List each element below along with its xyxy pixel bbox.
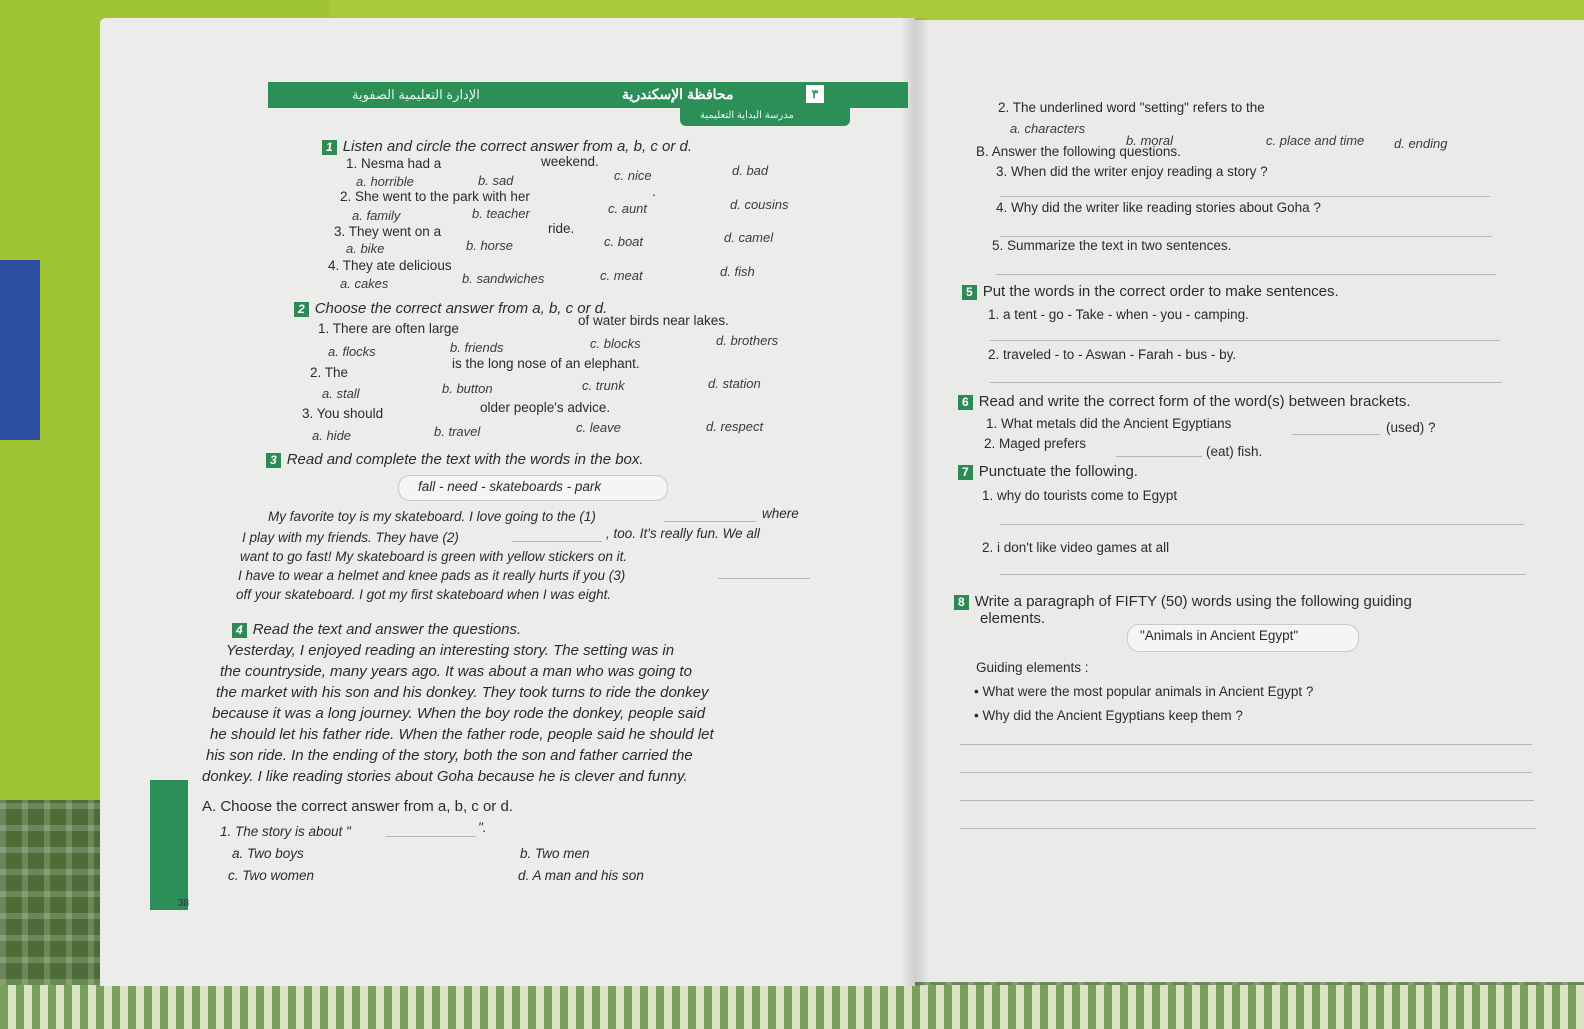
q8-guide-1: • What were the most popular animals in Ancient Egypt ? [974,684,1314,699]
q5-s2: 2. traveled - to - Aswan - Farah - bus - by. [988,347,1237,362]
q6-s2-blank [1116,456,1202,457]
q4-line7: donkey. I like reading stories about Goha because he is clever and funny. [202,768,688,785]
q1-title: 1 Listen and circle the correct answer from a, b, c or d. [322,138,692,155]
q1-item4-b: b. sandwiches [462,271,545,286]
q5-s1-answer-line [990,340,1500,341]
q1-item4-a: a. cakes [340,276,389,291]
q4-b5: 5. Summarize the text in two sentences. [992,238,1232,253]
q2-item3-stem: 3. You should [302,406,384,421]
q2-item1-d: d. brothers [716,333,779,348]
blue-cloth [0,260,40,440]
q1-item4-c: c. meat [600,268,643,283]
q6-s1-blank [1292,434,1380,435]
side-tab [150,780,188,910]
q6-s2-word: (eat) fish. [1206,444,1263,459]
q1-item1-c: c. nice [614,168,652,183]
q2-item3-b: b. travel [434,424,481,439]
q6-title: 6 Read and write the correct form of the word(s) between brackets. [958,393,1411,410]
q3-blank2 [512,541,602,542]
q2-item1-stem: 1. There are often large [318,321,459,336]
q1-item1-tail: weekend. [541,154,599,169]
header-left-text: الإدارة التعليمية الصفوية [352,87,480,102]
q4-a2-a: a. characters [1010,121,1086,136]
q1-item2-a: a. family [352,208,401,223]
q8-guide-2: • Why did the Ancient Egyptians keep them ? [974,708,1243,723]
q1-number: 1 [322,140,337,155]
q4-b4-answer-line [1000,236,1492,237]
q1-item1-d: d. bad [732,163,769,178]
q2-item1-c: c. blocks [590,336,641,351]
header-sub-text: مدرسة البداية التعليمية [700,110,794,121]
q2-item3-tail: older people's advice. [480,400,611,415]
q5-s1: 1. a tent - go - Take - when - you - camping. [988,307,1249,322]
q1-item2-stem: 2. She went to the park with her [340,189,530,204]
q4-line6: his son ride. In the ending of the story, both the son and father carried the [206,747,693,764]
q3-line1-end: where [762,506,799,521]
q4-partB-title: B. Answer the following questions. [976,144,1181,159]
q4-number: 4 [232,623,247,638]
q1-item1-stem: 1. Nesma had a [346,156,442,171]
q4-line4: because it was a long journey. When the boy rode the donkey, people said [212,705,706,722]
q2-number: 2 [294,302,309,317]
q3-line1: My favorite toy is my skateboard. I love going to the (1) [268,509,596,524]
q4-line2: the countryside, many years ago. It was about a man who was going to [220,663,692,680]
q3-line4: I have to wear a helmet and knee pads as it really hurts if you (3) [238,568,626,583]
q6-s1: 1. What metals did the Ancient Egyptians [986,416,1232,431]
q2-title: 2 Choose the correct answer from a, b, c or d. [294,300,607,317]
q4-a2-c: c. place and time [1266,133,1365,148]
q1-item3-d: d. camel [724,230,774,245]
q8-answer-line-2 [960,772,1532,773]
q2-item2-stem: 2. The [310,365,349,380]
q1-item4-stem: 4. They ate delicious [328,258,452,273]
q6-s2: 2. Maged prefers [984,436,1087,451]
q4-b4: 4. Why did the writer like reading stories about Goha ? [996,200,1321,215]
q4-b3: 3. When did the writer enjoy reading a story ? [996,164,1268,179]
q3-word-box-text: fall - need - skateboards - park [418,479,602,494]
q5-title: 5 Put the words in the correct order to make sentences. [962,283,1339,300]
q1-item3-b: b. horse [466,238,513,253]
q1-item2-tail: . [652,184,656,199]
q2-item1-b: b. friends [450,340,504,355]
q7-s2-answer-line [1000,574,1526,575]
q8-answer-line-4 [960,828,1536,829]
q1-item4-d: d. fish [720,264,755,279]
q3-line2-end: , too. It's really fun. We all [606,526,760,541]
q4-line5: he should let his father ride. When the father rode, people said he should let [210,726,714,743]
q8-title: 8 Write a paragraph of FIFTY (50) words using the following guiding [954,593,1412,610]
q4-title: 4 Read the text and answer the questions. [232,621,521,638]
q5-s2-answer-line [990,382,1502,383]
q8-number: 8 [954,595,969,610]
q4-a2-stem: 2. The underlined word "setting" refers to the [998,100,1265,115]
q1-item3-tail: ride. [548,221,575,236]
q1-item3-c: c. boat [604,234,644,249]
q8-answer-line-3 [960,800,1534,801]
q1-item1-b: b. sad [478,173,514,188]
bottom-fabric [0,985,1584,1029]
q4-a1-a: a. Two boys [232,846,304,861]
q1-item3-a: a. bike [346,241,385,256]
q4-a1-blank [386,836,476,837]
q4-b3-answer-line [1000,196,1490,197]
left-page [100,18,915,986]
q3-blank3 [718,578,810,579]
q8-answer-line-1 [960,744,1532,745]
q1-item1-a: a. horrible [356,174,414,189]
q1-item2-b: b. teacher [472,206,530,221]
q3-line3: want to go fast! My skateboard is green with yellow stickers on it. [240,549,628,564]
q1-item2-d: d. cousins [730,197,789,212]
q1-item3-stem: 3. They went on a [334,224,442,239]
q4-b5-answer-line [996,274,1496,275]
q4-a2-d: d. ending [1394,136,1448,151]
q5-number: 5 [962,285,977,300]
q1-item2-c: c. aunt [608,201,648,216]
q6-number: 6 [958,395,973,410]
unit-number: ٣ [806,85,824,103]
q4-a2-b: b. moral [1126,133,1173,148]
q2-item3-c: c. leave [576,420,621,435]
page-number: 38 [178,898,190,909]
q6-s1-word: (used) ? [1386,420,1436,435]
header-center-text: محافظة الإسكندرية [622,86,734,102]
q3-title: 3 Read and complete the text with the words in the box. [266,451,644,468]
q3-line5: off your skateboard. I got my first skateboard when I was eight. [236,587,612,602]
q2-item2-d: d. station [708,376,761,391]
q4-a1-b: b. Two men [520,846,590,861]
q2-item1-tail: of water birds near lakes. [578,313,729,328]
q2-item2-b: b. button [442,381,493,396]
q4-partA-title: A. Choose the correct answer from a, b, c or d. [202,798,513,815]
q4-a1-d: d. A man and his son [518,868,644,883]
q7-s2: 2. i don't like video games at all [982,540,1170,555]
q8-title-line2: elements. [980,610,1046,627]
q7-s1-answer-line [1000,524,1524,525]
q7-title: 7 Punctuate the following. [958,463,1138,480]
q2-item2-a: a. stall [322,386,360,401]
q4-a1-c: c. Two women [228,868,315,883]
q7-number: 7 [958,465,973,480]
q2-item3-d: d. respect [706,419,764,434]
q7-s1: 1. why do tourists come to Egypt [982,488,1178,503]
q2-item2-c: c. trunk [582,378,625,393]
q3-line2: I play with my friends. They have (2) [242,530,459,545]
q4-a1-tail: ". [478,820,487,835]
q8-guiding-label: Guiding elements : [976,660,1089,675]
q4-line3: the market with his son and his donkey. They took turns to ride the donkey [216,684,709,701]
q3-number: 3 [266,453,281,468]
q2-item3-a: a. hide [312,428,352,443]
book-spine [900,18,930,986]
q3-blank1 [664,521,756,522]
q2-item2-tail: is the long nose of an elephant. [452,356,640,371]
q4-a1-stem: 1. The story is about " [220,824,351,839]
q2-item1-a: a. flocks [328,344,376,359]
q8-topic: "Animals in Ancient Egypt" [1140,628,1299,643]
q4-line1: Yesterday, I enjoyed reading an interesting story. The setting was in [226,642,675,659]
